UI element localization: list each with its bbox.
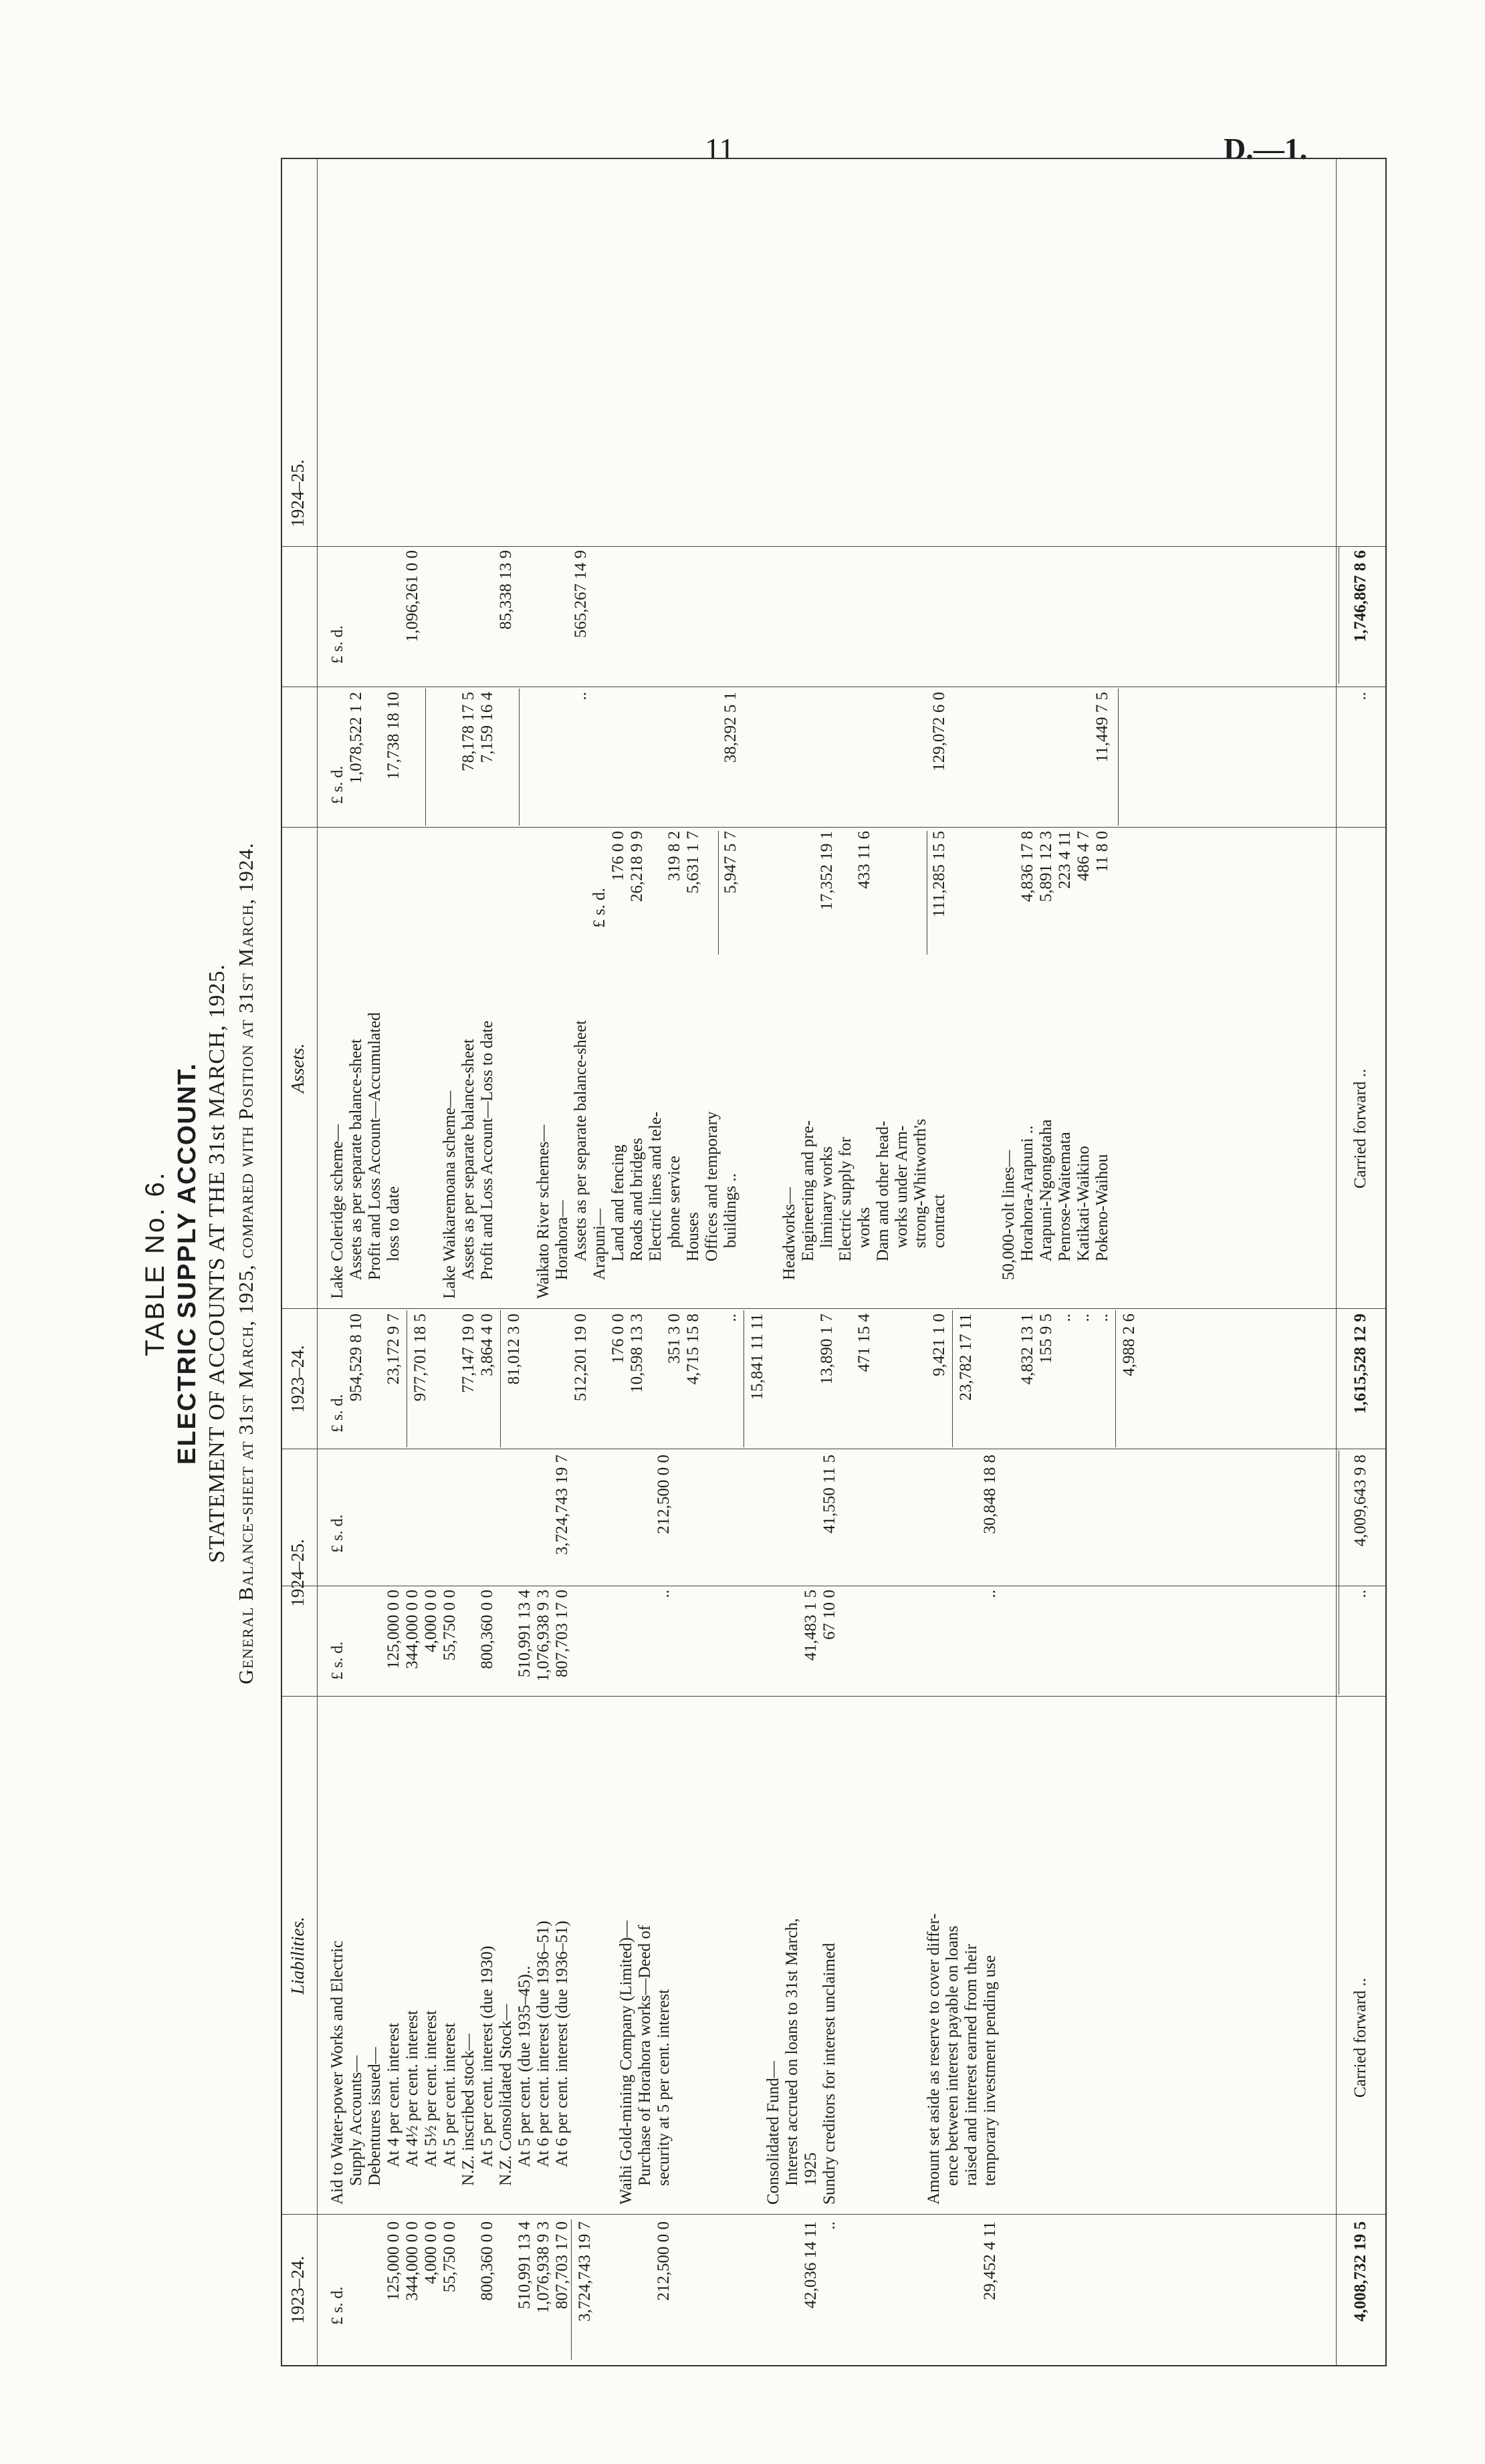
liab-deb4: At 4 per cent. interest (384, 2023, 403, 2167)
asset-land: Land and fencing (609, 1144, 627, 1261)
asset-lc-title: Lake Coleridge scheme— (328, 1124, 346, 1299)
prev-c6a: 1,076,938 9 3 (534, 2221, 552, 2314)
liab-consol1: Consolidated Fund— (764, 2061, 782, 2205)
asset-arapuni: Arapuni— (590, 1209, 608, 1280)
cur-deb55: 4,000 0 0 (422, 1590, 440, 1652)
asset-sup1: Electric supply for (836, 1136, 854, 1261)
asset-lw-title: Lake Waikaremoana scheme— (441, 1090, 459, 1299)
header-liabilities: Liabilities. (288, 1917, 308, 1995)
aprev-lc2: 23,172 9 7 (384, 1314, 403, 1385)
liab-waihi2: Purchase of Horahora works—Deed of (636, 1925, 654, 2186)
cur-consol-total: 41,550 11 5 (820, 1455, 838, 1533)
asset-wr-title: Waikato River schemes— (534, 1124, 552, 1299)
asset-pen: Penrose-Waitemata (1056, 1132, 1074, 1261)
header-1924-25-liab: 1924–25. (288, 1539, 308, 1607)
asset-headworks: Headworks— (780, 1187, 798, 1280)
asset-eng1: Engineering and pre- (799, 1120, 817, 1261)
cur-c6b: 807,703 17 0 (553, 1590, 571, 1678)
aprev-offices: .. (721, 1314, 739, 1322)
prev-nz-insc5: 800,360 0 0 (478, 2221, 496, 2301)
unit-label: £ s. d. (329, 765, 346, 804)
liab-res2: ence between interest payable on loans (943, 1925, 961, 2186)
aprev-lc1: 954,529 8 10 (347, 1314, 365, 1402)
rotated-balance-sheet (134, 147, 1404, 2380)
aprev-kat: .. (1074, 1314, 1093, 1322)
balance-sheet-table (281, 158, 1387, 2366)
asset-inner-unit: £ s. d. (590, 888, 608, 928)
asset-lc2: Profit and Loss Account—Accumulated (366, 1012, 384, 1280)
document-code: D.—1. (1224, 132, 1308, 166)
prev-deb5: 55,750 0 0 (441, 2221, 459, 2293)
acur-total: 1,746,867 8 6 (1351, 550, 1369, 642)
aprev-dam: 9,421 1 0 (930, 1314, 948, 1376)
asset-ara-ngong: Arapuni-Ngongotaha (1037, 1119, 1055, 1261)
aprev-arapuni-land: 512,201 19 0 (572, 1314, 590, 1402)
prev-aid-total: 3,724,743 19 7 (576, 2221, 594, 2322)
cur-c6a: 1,076,938 9 3 (534, 1590, 552, 1682)
ainner-supply: 433 11 6 (855, 831, 873, 889)
table-titles (134, 147, 258, 2380)
liab-deb55: At 5½ per cent. interest (422, 2010, 440, 2167)
liab-c5: At 5 per cent. (due 1935–45).. (516, 1965, 534, 2167)
cur-c5: 510,991 13 4 (516, 1590, 534, 1678)
asset-hor-ara: Horahora-Arapuni .. (1018, 1125, 1036, 1261)
ainner-kat: 486 4 7 (1074, 831, 1093, 881)
acur-lc2: 17,738 18 10 (384, 692, 403, 780)
asset-elec1: Electric lines and tele- (647, 1111, 665, 1261)
ainner-pen: 223 4 11 (1056, 831, 1074, 889)
acur-hh: .. (572, 692, 590, 701)
asset-off1: Offices and temporary (703, 1111, 721, 1261)
prev-c6b: 807,703 17 0 (553, 2221, 571, 2310)
cur-nz-insc5: 800,360 0 0 (478, 1590, 496, 1669)
aprev-lw1: 77,147 19 0 (459, 1314, 477, 1393)
asset-hh1: Assets as per separate balance-sheet (572, 1020, 590, 1261)
asset-horahora: Horahora— (553, 1200, 571, 1280)
asset-lc1: Assets as per separate balance-sheet (347, 1039, 365, 1280)
asset-dam1: Dam and other head- (874, 1120, 892, 1261)
prev-deb4: 125,000 0 0 (384, 2221, 403, 2301)
ainner-roads: 26,218 9 9 (628, 831, 646, 902)
cur-reserve: 30,848 18 8 (981, 1455, 999, 1534)
asset-pok: Pokeno-Waihou (1093, 1154, 1111, 1261)
liab-aid-title2: Supply Accounts— (347, 2055, 365, 2186)
prev-deb45: 344,000 0 0 (403, 2221, 421, 2301)
table-number: TABLE No. 6. (140, 1171, 170, 1356)
ainner-hor-ara: 4,836 17 8 (1018, 831, 1036, 902)
aprev-lc-total: 977,701 18 5 (411, 1314, 429, 1402)
ainner-ara-ngong: 5,891 12 3 (1037, 831, 1055, 902)
liab-c6b: At 6 per cent. interest (due 1936–51) (553, 1921, 571, 2167)
aprev-hor-ara: 4,832 13 1 (1018, 1314, 1036, 1385)
cur-liab-total: 4,009,643 9 8 (1351, 1455, 1369, 1547)
prev-waihi: 212,500 0 0 (655, 2221, 673, 2301)
cur-waihi-item: .. (655, 1590, 673, 1598)
liab-waihi1: Waihi Gold-mining Company (Limited)— (617, 1920, 635, 2205)
page-number: 11 (705, 132, 735, 166)
ainner-pok: 11 8 0 (1093, 831, 1111, 872)
asset-dam3: strong-Whitworth's (911, 1118, 929, 1248)
asset-carried: Carried forward .. (1351, 1068, 1369, 1189)
cur-aid-total: 3,724,743 19 7 (553, 1455, 571, 1555)
liab-sundry: Sundry creditors for interest unclaimed (820, 1943, 838, 2205)
liab-carried: Carried forward .. (1351, 1977, 1369, 2098)
aprev-lines-total: 4,988 2 6 (1120, 1314, 1138, 1376)
asset-houses: Houses (684, 1212, 702, 1261)
acur-wr-total: 565,267 14 9 (572, 550, 590, 638)
prev-sundry: .. (820, 2221, 838, 2230)
acur-lc-total: 1,096,261 0 0 (403, 550, 421, 642)
asset-lc3: loss to date (384, 1186, 403, 1261)
aprev-total: 1,615,528 12 9 (1351, 1314, 1369, 1414)
liab-c6a: At 6 per cent. interest (due 1936–51) (534, 1921, 552, 2167)
ainner-eng: 17,352 19 1 (818, 831, 836, 910)
liab-res3: raised and interest earned from their (962, 1944, 980, 2186)
cur-sundry: 67 10 0 (820, 1590, 838, 1640)
liab-debentures: Debentures issued— (366, 2047, 384, 2186)
asset-elec2: phone service (665, 1155, 683, 1248)
liab-consol3: 1925 (802, 2152, 820, 2186)
asset-sup2: works (855, 1207, 873, 1248)
liab-waihi3: security at 5 per cent. interest (655, 1989, 673, 2186)
aprev-supply: 471 15 4 (855, 1314, 873, 1372)
prev-reserve: 29,452 4 11 (981, 2221, 999, 2300)
statement-title: STATEMENT OF ACCOUNTS AT THE 31st MARCH, 1925. (205, 963, 229, 1564)
acur-mid-total: .. (1351, 692, 1369, 701)
aprev-roads: 10,598 13 3 (628, 1314, 646, 1393)
ainner-elec: 319 8 2 (665, 831, 683, 881)
unit-label: £ s. d. (329, 2286, 346, 2325)
asset-dam4: contract (930, 1194, 948, 1248)
aprev-lw2: 3,864 4 0 (478, 1314, 496, 1376)
aprev-houses: 4,715 15 8 (684, 1314, 702, 1385)
cur-deb45: 344,000 0 0 (403, 1590, 421, 1669)
asset-lines: 50,000-volt lines— (1000, 1150, 1018, 1280)
prev-c5: 510,991 13 4 (516, 2221, 534, 2310)
acur-lw1: 78,178 17 5 (459, 692, 477, 771)
asset-eng2: liminary works (818, 1146, 836, 1248)
asset-kat: Katikati-Waikino (1074, 1146, 1093, 1261)
liab-nz-inscribed: N.Z. inscribed stock— (459, 2034, 477, 2186)
ainner-land: 176 0 0 (609, 831, 627, 881)
unit-label: £ s. d. (329, 625, 346, 664)
acur-lw-total: 85,338 13 9 (497, 550, 515, 630)
asset-off2: buildings .. (721, 1173, 739, 1248)
account-name: ELECTRIC SUPPLY ACCOUNT. (173, 1062, 201, 1465)
cur-reserve-item: .. (981, 1590, 999, 1598)
aprev-head-total: 23,782 17 11 (957, 1314, 975, 1401)
liab-nz-consol: N.Z. Consolidated Stock— (497, 2003, 515, 2186)
ainner-dam: 111,285 15 5 (930, 831, 948, 918)
aprev-ara-ngong: 155 9 5 (1037, 1314, 1055, 1364)
liab-consol2: Interest accrued on loans to 31st March, (783, 1918, 801, 2186)
liab-nz-insc5: At 5 per cent. interest (due 1930) (478, 1945, 496, 2167)
cur-consol: 41,483 1 5 (802, 1590, 820, 1661)
subtitle: General Balance-sheet at 31st March, 1925, compared with Position at 31st March, 1924. (234, 842, 257, 1685)
aprev-pen: .. (1056, 1314, 1074, 1322)
ainner-offices: 5,947 5 7 (721, 831, 739, 894)
aprev-lw-total: 81,012 3 0 (505, 1314, 523, 1385)
aprev-eng: 13,890 1 7 (818, 1314, 836, 1385)
aprev-sub: 15,841 11 11 (748, 1314, 766, 1400)
cur-deb4: 125,000 0 0 (384, 1590, 403, 1669)
liab-deb45: At 4½ per cent. interest (403, 2010, 421, 2167)
asset-roads: Roads and bridges (628, 1138, 646, 1261)
liab-res4: temporary investment pending use (981, 1955, 999, 2186)
prev-consol: 42,036 14 11 (802, 2221, 820, 2309)
cur-waihi: 212,500 0 0 (655, 1455, 673, 1534)
aprev-land: 176 0 0 (609, 1314, 627, 1364)
asset-lw2: Profit and Loss Account—Loss to date (478, 1020, 496, 1280)
acur-lines-total: 11,449 7 5 (1093, 692, 1111, 763)
unit-label: £ s. d. (329, 1394, 346, 1433)
aprev-elec: 351 3 0 (665, 1314, 683, 1364)
acur-lc1: 1,078,522 1 2 (347, 692, 365, 784)
prev-liab-total: 4,008,732 19 5 (1351, 2221, 1369, 2322)
asset-dam2: works under Arm- (893, 1125, 911, 1248)
acur-sub: 38,292 5 1 (721, 692, 739, 763)
header-1923-24-assets: 1923–24. (288, 1345, 308, 1413)
unit-label: £ s. d. (329, 1641, 346, 1680)
asset-lw1: Assets as per separate balance-sheet (459, 1039, 477, 1280)
header-1923-24-liab: 1923–24. (288, 2255, 308, 2324)
prev-deb55: 4,000 0 0 (422, 2221, 440, 2284)
liab-res1: Amount set aside as reserve to cover differ- (925, 1913, 943, 2205)
liab-aid-title: Aid to Water-power Works and Electric (328, 1940, 346, 2205)
header-assets: Assets. (288, 1043, 308, 1094)
acur-head-total: 129,072 6 0 (930, 692, 948, 771)
ainner-houses: 5,631 1 7 (684, 831, 702, 894)
acur-lw2: 7,159 16 4 (478, 692, 496, 763)
cur-deb5: 55,750 0 0 (441, 1590, 459, 1661)
cur-total-item: .. (1351, 1590, 1369, 1598)
liab-deb5: At 5 per cent. interest (441, 2023, 459, 2167)
aprev-pok: .. (1093, 1314, 1111, 1322)
header-1924-25-assets: 1924–25. (288, 459, 308, 527)
unit-label: £ s. d. (329, 1514, 346, 1553)
